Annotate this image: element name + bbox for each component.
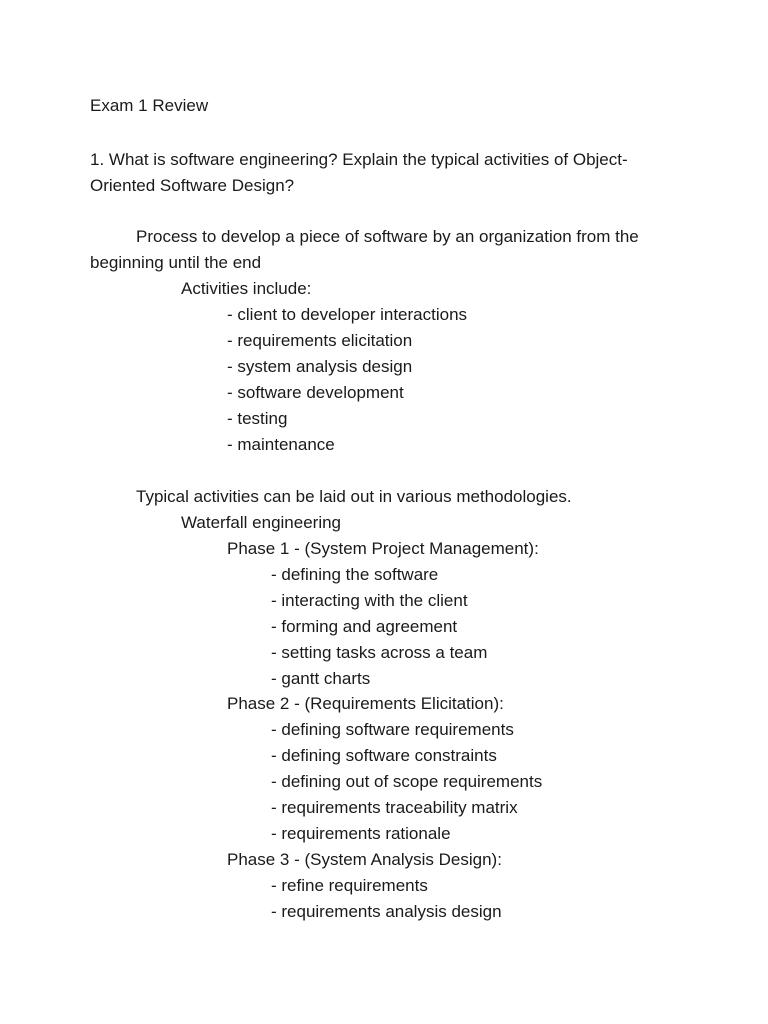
waterfall-heading: Waterfall engineering [181, 513, 342, 532]
phase-1-item: - gantt charts [271, 669, 371, 688]
phase-2-item: - defining software requirements [271, 720, 514, 739]
activity-item: - maintenance [227, 435, 335, 454]
question-line-2: Oriented Software Design? [90, 176, 295, 195]
phase-1-item: - interacting with the client [271, 591, 468, 610]
phase-3-label: Phase 3 - (System Analysis Design): [227, 850, 502, 869]
phase-2-item: - defining out of scope requirements [271, 772, 543, 791]
answer-paragraph-line-2: beginning until the end [90, 253, 262, 272]
question-line-1: 1. What is software engineering? Explain the typical activities of Object- [90, 150, 628, 169]
activity-item: - requirements elicitation [227, 331, 413, 350]
answer-paragraph-line-1: Process to develop a piece of software by an organization from the [136, 227, 639, 246]
activity-item: - software development [227, 383, 404, 402]
phase-1-label: Phase 1 - (System Project Management): [227, 539, 539, 558]
phase-3-item: - requirements analysis design [271, 902, 502, 921]
phase-3-item: - refine requirements [271, 876, 428, 895]
activities-heading: Activities include: [181, 279, 312, 298]
phase-2-item: - defining software constraints [271, 746, 497, 765]
activity-item: - client to developer interactions [227, 305, 468, 324]
methodologies-line: Typical activities can be laid out in various methodologies. [136, 487, 572, 506]
phase-1-item: - setting tasks across a team [271, 643, 488, 662]
document-title: Exam 1 Review [90, 96, 209, 115]
phase-1-item: - defining the software [271, 565, 439, 584]
phase-2-item: - requirements traceability matrix [271, 798, 518, 817]
phase-1-item: - forming and agreement [271, 617, 458, 636]
phase-2-item: - requirements rationale [271, 824, 451, 843]
activity-item: - testing [227, 409, 288, 428]
phase-2-label: Phase 2 - (Requirements Elicitation): [227, 694, 504, 713]
activity-item: - system analysis design [227, 357, 413, 376]
